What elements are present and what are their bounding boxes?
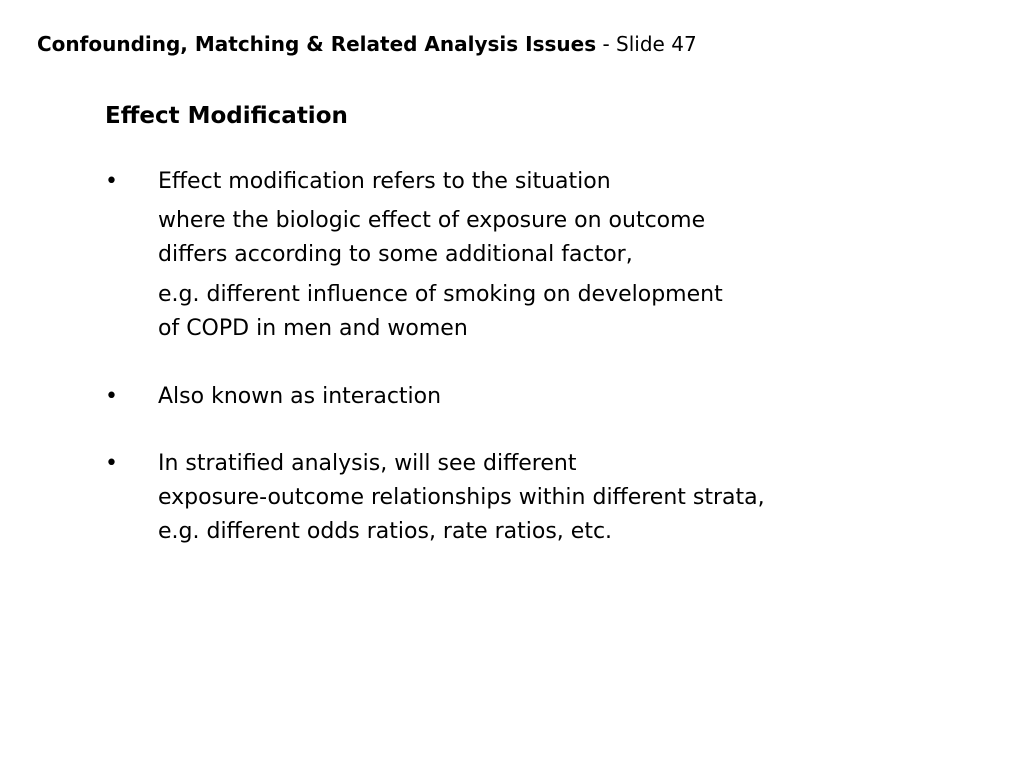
bullet-1-line-2: where the biologic effect of exposure on outcome	[158, 208, 706, 233]
bullet-1-line-3: differs according to some additional factor,	[158, 242, 633, 267]
bullet-marker: •	[105, 451, 118, 476]
bullet-1-line-4: e.g. different influence of smoking on development	[158, 282, 723, 307]
bullet-1-line-5: of COPD in men and women	[158, 316, 468, 341]
section-heading: Effect Modification	[105, 103, 348, 129]
slide-header	[37, 30, 697, 58]
bullet-marker: •	[105, 384, 118, 409]
bullet-marker: •	[105, 169, 118, 194]
bullet-1-line-1: Effect modification refers to the situation	[158, 169, 611, 194]
bullet-3-line-2: exposure-outcome relationships within different strata,	[158, 485, 765, 510]
bullet-3-line-1: In stratified analysis, will see different	[158, 451, 577, 476]
presentation-title: Confounding, Matching & Related Analysis Issues	[37, 32, 597, 56]
title-separator: -	[596, 32, 617, 56]
bullet-2-line-1: Also known as interaction	[158, 384, 442, 409]
bullet-3-line-3: e.g. different odds ratios, rate ratios, etc.	[158, 519, 613, 544]
slide-number: Slide 47	[616, 32, 697, 56]
